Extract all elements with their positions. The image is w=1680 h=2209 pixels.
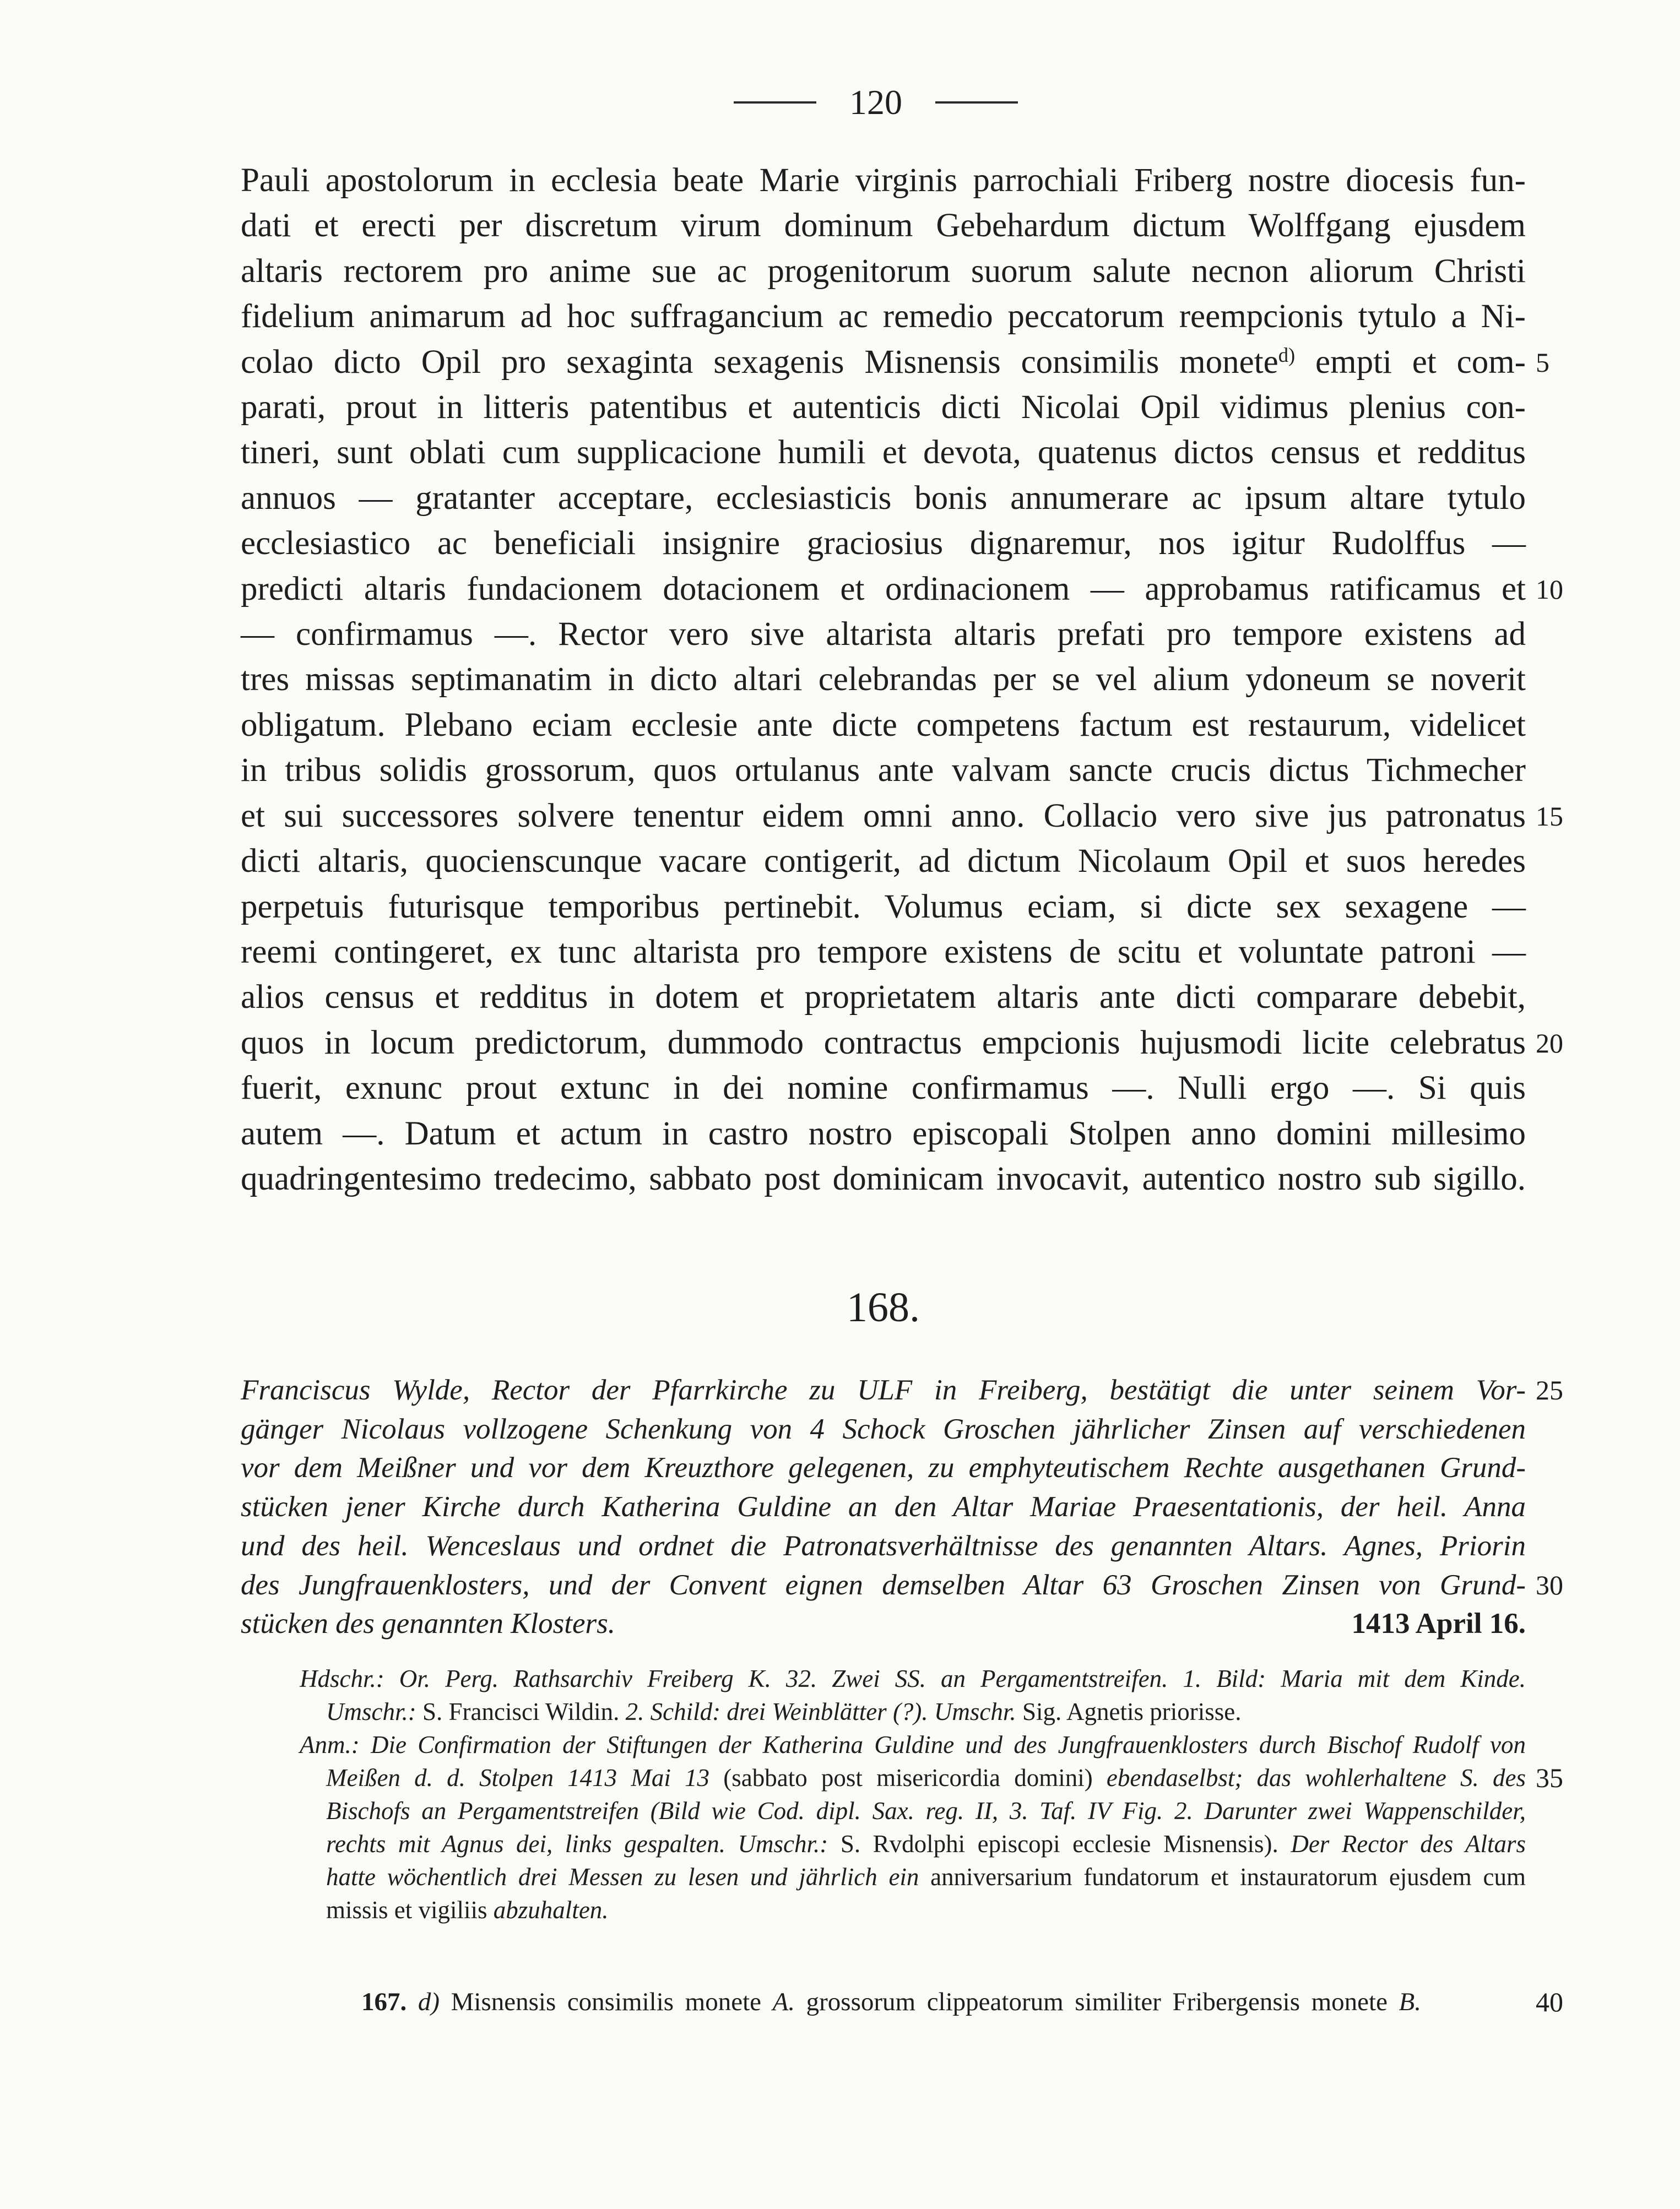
regest-line — [241, 1604, 1526, 1643]
roman-text: fuerit, exnunc prout extunc in dei nomine confirmamus —. Nulli ergo —. Si quis — [241, 1070, 1526, 1107]
roman-text: (sabbato post misericordia domini) — [723, 1764, 1093, 1792]
charter-line — [241, 884, 1526, 930]
running-header — [711, 80, 1041, 124]
roman-text: Pauli apostolorum in ecclesia beate Marie virginis parrochiali Friberg nostre diocesis fun- — [241, 162, 1526, 199]
regest-line — [241, 1488, 1526, 1527]
footnotes — [361, 1985, 1563, 2018]
charter-line — [241, 748, 1526, 793]
bold-text: 167. — [361, 1988, 407, 2016]
roman-text: Misnensis consimilis monete — [440, 1988, 773, 2016]
document-date — [1351, 1604, 1526, 1643]
footnote-line — [361, 1985, 1563, 2018]
charter-line — [241, 158, 1526, 203]
roman-text: grossorum clippeatorum similiter Fribergensis monete — [795, 1988, 1399, 2016]
charter-line — [241, 1021, 1563, 1066]
charter-line — [241, 975, 1526, 1020]
roman-text: ecclesiastico ac beneficiali insignire graciosius dignaremur, nos igitur Rudolffus — — [241, 525, 1526, 562]
note-line — [326, 1893, 1526, 1926]
roman-text: obligatum. Plebano eciam ecclesie ante dicte competens factum est restaurum, videlicet — [241, 706, 1526, 743]
line-number: 30 — [1536, 1569, 1563, 1600]
italic-text: Hdschr.: Or. Perg. Rathsarchiv Freiberg K. 32. Zwei SS. an Pergamentstreifen. 1. Bild: Maria mit dem Kinde. — [300, 1665, 1526, 1692]
italic-text: des Jungfrauenklosters, und der Convent eignen demselben Altar 63 Groschen Zinsen von Grund- — [241, 1568, 1526, 1601]
charter-line — [241, 1066, 1526, 1111]
italic-text: stücken jener Kirche durch Katherina Guldine an den Altar Mariae Praesentationis, der heil. Anna — [241, 1491, 1526, 1523]
header-rule-right — [935, 101, 1018, 104]
line-number: 20 — [1536, 1027, 1563, 1059]
italic-text: und des heil. Wenceslaus und ordnet die Patronatsverhältnisse des genannten Altars. Agnes, Priorin — [241, 1529, 1526, 1562]
roman-text: altaris rectorem pro anime sue ac progenitorum suorum salute necnon aliorum Christi — [241, 252, 1526, 290]
italic-text: Anm.: Die Confirmation der Stiftungen der Katherina Guldine und des Jungfrauenklosters durch Bischof Rudolf von — [300, 1731, 1526, 1758]
roman-text: autem —. Datum et actum in castro nostro episcopali Stolpen anno domini millesimo — [241, 1115, 1526, 1152]
roman-text: dati et erecti per discretum virum dominum Gebehardum dictum Wolffgang ejusdem — [241, 207, 1526, 245]
italic-text: abzuhalten. — [493, 1896, 609, 1924]
italic-text: Umschr.: — [326, 1698, 422, 1725]
italic-text: B. — [1399, 1988, 1421, 2016]
italic-text: rechts mit Agnus dei, links gespalten. Umschr.: — [326, 1830, 841, 1858]
note-line — [326, 1761, 1563, 1794]
note-line — [326, 1794, 1526, 1827]
italic-text: ebendaselbst; das wohlerhaltene S. des — [1092, 1764, 1526, 1792]
charter-line — [241, 794, 1563, 839]
line-number: 35 — [1536, 1762, 1563, 1793]
roman-text: S. Francisci Wildin. — [422, 1698, 620, 1725]
footnote-marker: d) — [1278, 343, 1296, 366]
note-paragraph — [300, 1728, 1563, 1926]
roman-text: alios census et redditus in dotem et proprietatem altaris ante dicti comparare debebit, — [241, 979, 1526, 1016]
roman-text: quadringentesimo tredecimo, sabbato post dominicam invocavit, autentico nostro sub sigillo. — [241, 1160, 1526, 1197]
italic-text: 2. Schild: drei Weinblätter (?). Umschr. — [619, 1698, 1022, 1725]
italic-text: Der Rector des Altars — [1278, 1830, 1526, 1858]
roman-text: Sig. Agnetis priorisse. — [1022, 1698, 1242, 1725]
charter-line — [241, 839, 1526, 884]
roman-text: fidelium animarum ad hoc suffragancium ac remedio peccatorum reempcionis tytulo a Ni- — [241, 298, 1526, 335]
critical-apparatus — [300, 1662, 1563, 1926]
roman-text: empti et com- — [1295, 343, 1526, 381]
charter-line — [241, 612, 1526, 657]
line-number: 10 — [1536, 573, 1563, 605]
roman-text: reemi contingeret, ex tunc altarista pro tempore existens de scitu et voluntate patroni — — [241, 933, 1526, 970]
roman-text: annuos — gratanter acceptare, ecclesiasticis bonis annumerare ac ipsum altare tytulo — [241, 479, 1526, 517]
roman-text: missis et vigiliis — [326, 1896, 494, 1924]
regest-line — [241, 1448, 1526, 1488]
roman-text: parati, prout in litteris patentibus et autenticis dicti Nicolai Opil vidimus plenius con- — [241, 389, 1526, 426]
charter-text — [241, 158, 1563, 1202]
italic-text: vor dem Meißner und vor dem Kreuzthore gelegenen, zu emphyteutischem Rechte ausgethanen Grund- — [241, 1452, 1526, 1484]
line-number: 25 — [1536, 1375, 1563, 1405]
italic-text: Meißen d. d. Stolpen 1413 Mai 13 — [326, 1764, 724, 1792]
roman-text: anniversarium fundatorum et instauratorum ejusdem cum — [930, 1863, 1526, 1891]
charter-line — [241, 703, 1526, 748]
regest-line — [241, 1410, 1526, 1449]
roman-text: tres missas septimanatim in dicto altari celebrandas per se vel alium ydoneum se noverit — [241, 661, 1526, 698]
roman-text: tineri, sunt oblati cum supplicacione humili et devota, quatenus dictos census et redditus — [241, 434, 1526, 471]
line-number: 40 — [1536, 1987, 1563, 2017]
italic-text: gänger Nicolaus vollzogene Schenkung von 4 Schock Groschen jährlicher Zinsen auf verschiedenen — [241, 1413, 1526, 1445]
note-line — [326, 1827, 1526, 1860]
charter-line — [241, 385, 1526, 430]
charter-line — [241, 567, 1563, 612]
line-text — [241, 1604, 615, 1643]
note-line — [300, 1728, 1526, 1761]
roman-text: in tribus solidis grossorum, quos ortulanus ante valvam sancte crucis dictus Tichmecher — [241, 752, 1526, 789]
roman-text: et sui successores solvere tenentur eidem omni anno. Collacio vero sive jus patronatus — [241, 797, 1526, 834]
roman-text: S. Rvdolphi episcopi ecclesie Misnensis). — [840, 1830, 1278, 1858]
roman-text: colao dicto Opil pro sexaginta sexagenis Misnensis consimilis monete — [241, 343, 1278, 381]
regest-line — [241, 1566, 1563, 1605]
note-line — [326, 1695, 1526, 1728]
roman-text: perpetuis futurisque temporibus pertinebit. Volumus eciam, si dicte sex sexagene — — [241, 888, 1526, 925]
roman-text: predicti altaris fundacionem dotacionem et ordinacionem — approbamus ratificamus et — [241, 570, 1526, 607]
charter-line — [241, 657, 1526, 702]
line-number: 15 — [1536, 800, 1563, 832]
italic-text: Franciscus Wylde, Rector der Pfarrkirche zu ULF in Freiberg, bestätigt die unter seinem Vor- — [241, 1374, 1526, 1406]
charter-line — [241, 1111, 1526, 1157]
regest-line — [241, 1527, 1526, 1566]
regest-line — [241, 1371, 1563, 1410]
roman-text: dicti altaris, quocienscunque vacare contigerit, ad dictum Nicolaum Opil et suos heredes — [241, 843, 1526, 880]
charter-line — [241, 203, 1526, 248]
italic-text: A. — [772, 1988, 795, 2016]
italic-text: Bischofs an Pergamentstreifen (Bild wie Cod. dipl. Sax. reg. II, 3. Taf. IV Fig. 2. Darunter zwei Wappenschilder, — [326, 1797, 1526, 1825]
charter-line — [241, 930, 1526, 975]
charter-line — [241, 430, 1526, 475]
charter-line — [241, 521, 1526, 566]
roman-text: — confirmamus —. Rector vero sive altarista altaris prefati pro tempore existens ad — [241, 616, 1526, 653]
document-number: 168. — [847, 1284, 920, 1331]
italic-text: hatte wöchentlich drei Messen zu lesen und jährlich ein — [326, 1863, 931, 1891]
note-line — [326, 1860, 1526, 1893]
bold-text: 1413 April 16. — [1351, 1608, 1526, 1640]
note-paragraph — [300, 1662, 1526, 1728]
roman-text: quos in locum predictorum, dummodo contractus empcionis hujusmodi licite celebratus — [241, 1024, 1526, 1061]
line-number: 5 — [1536, 346, 1549, 378]
charter-line — [241, 294, 1526, 339]
page-number: 120 — [849, 83, 902, 122]
charter-line — [241, 340, 1549, 385]
charter-line — [241, 249, 1526, 294]
charter-line — [241, 476, 1526, 521]
document-regest — [241, 1371, 1563, 1643]
charter-line — [241, 1157, 1526, 1202]
note-line — [300, 1662, 1526, 1695]
italic-text: d) — [407, 1988, 440, 2016]
header-rule-left — [734, 101, 816, 104]
italic-text: stücken des genannten Klosters. — [241, 1608, 616, 1640]
